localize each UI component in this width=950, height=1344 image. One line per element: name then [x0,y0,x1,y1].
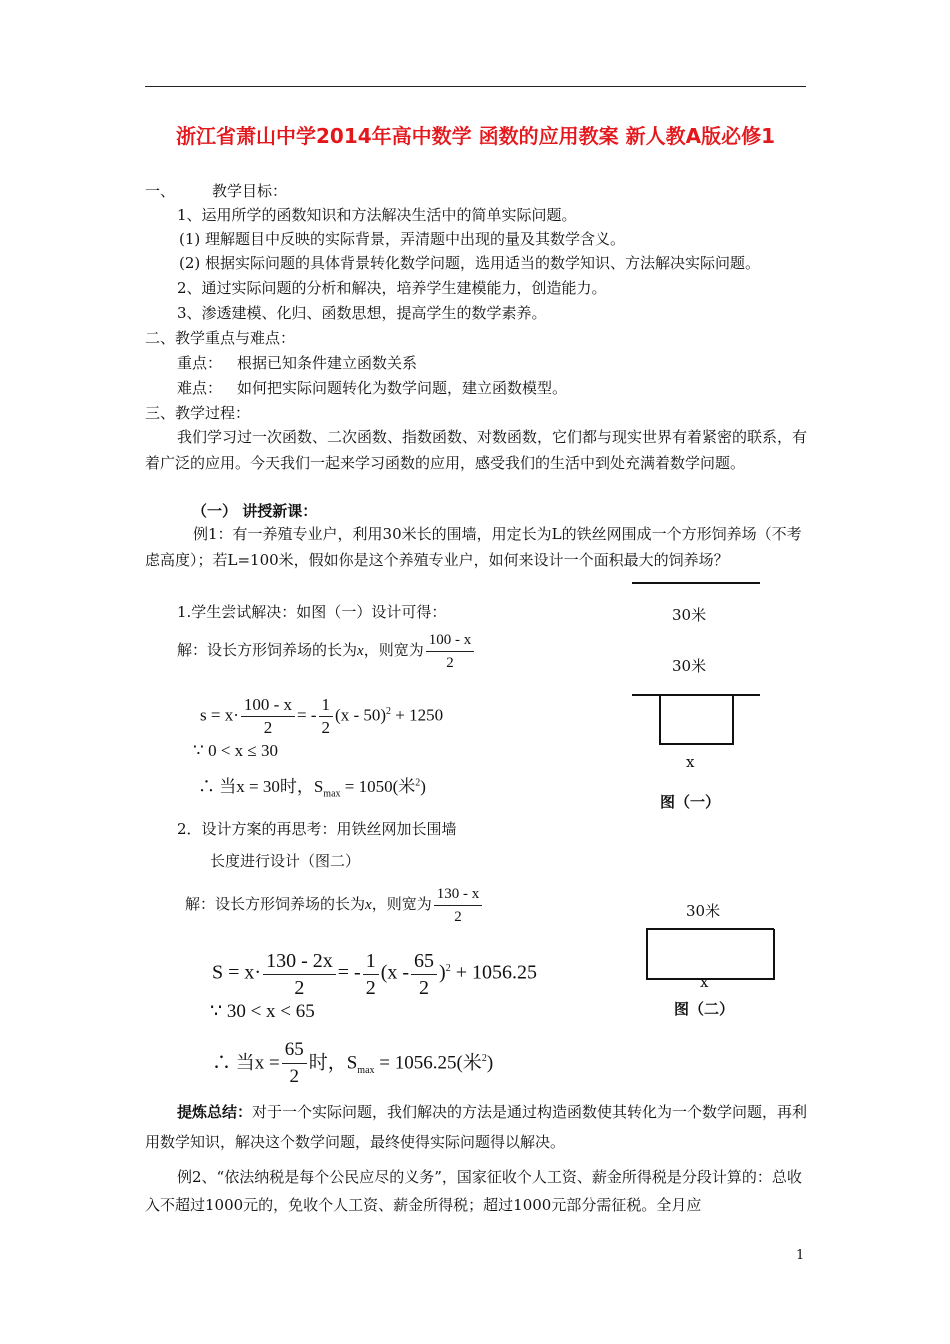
step2-text-continued: 长度进行设计（图二） [210,852,361,870]
objective-3: 3、渗透建模、化归、函数思想，提高学生的数学素养。 [177,304,547,322]
step2-text: 2．设计方案的再思考：用铁丝网加长围墙 [177,820,457,838]
condition-1: ∵ 0 < x ≤ 30 [193,741,278,760]
objective-2: 2、通过实际问题的分析和解决，培养学生建模能力，创造能力。 [177,279,607,297]
section2-heading: 二、教学重点与难点： [145,329,296,347]
area-equation-1: s = x· $\frac{100 - x}{2}$ = - $\frac{1}{2}$ (x - 50)$^2$ + 1250 [200,695,444,738]
solution1-line [177,626,476,675]
summary-paragraph [145,1097,809,1157]
section3-heading: 三、教学过程： [145,404,251,422]
objective-1: 1、运用所学的函数知识和方法解决生活中的简单实际问题。 [177,206,577,224]
fig2-right [773,929,775,979]
difficulty-text: 如何把实际问题转化为数学问题，建立函数模型。 [237,379,568,397]
header-rule [145,86,806,87]
fig1-fence-bottom [659,743,734,745]
fig1-x-label: x [686,753,695,771]
result-1: ∴ 当x = 30时，$S_{max} = 1050$(米$^2$) [198,777,426,800]
eq1-fraction: $\frac{100 - x}{2}$ [241,694,295,739]
solution2-mid: ，则宽为 [371,895,432,913]
fig1-caption: 图（一） [660,793,721,811]
step1-text: 1.学生尝试解决：如图（一）设计可得： [177,603,447,621]
area-equation-2: S = x· $\frac{130 - 2x}{2}$ = - $\frac{1}{2}$ (x - $\frac{65}{2}$ )$^2$ + 1056.25 [212,949,537,999]
section1-number: 一、 [145,182,176,200]
key-point-text: 根据已知条件建立函数关系 [237,354,418,372]
fig2-bottom [646,978,775,980]
page-number: 1 [796,1248,805,1263]
document-title: 浙江省萧山中学2014年高中数学 函数的应用教案 新人教A版必修1 [176,124,775,148]
fig1-wall-line [632,582,760,584]
fig1-wall-bottom [632,694,760,696]
fig2-left [646,929,648,979]
result-2: ∴ 当x = $\frac{65}{2}$ 时，$S_{max} = 1056.25$(米$^2$) [212,1039,494,1088]
summary-text: 对于一个实际问题，我们解决的方法是通过构造函数使其转化为一个数学问题，再利用数学知识，解决这个数学问题，最终使得实际问题得以解决。 [145,1103,808,1151]
fig2-wall-label: 30米 [686,902,721,920]
fig1-fence-left [659,696,661,744]
section3-intro: 我们学习过一次函数、二次函数、指数函数、对数函数，它们都与现实世界有着紧密的联系，有着广泛的应用。今天我们一起来学习函数的应用，感受我们的生活中到处充满着数学问题。 [145,428,808,472]
fig2-caption: 图（二） [674,1000,735,1018]
solution2-prefix: 解：设长方形饲养场的长为 [185,895,366,913]
subheading-new-lesson: （一） 讲授新课： [192,502,318,520]
difficulty-label: 难点： [177,379,223,397]
var-x: x [357,643,364,659]
fig1-fence-right [732,696,734,744]
solution1-mid: ，则宽为 [363,641,424,659]
solution1-prefix: 解：设长方形饲养场的长为 [177,641,358,659]
solution2-line: 解：设长方形饲养场的长为x，则宽为 $\frac{130 - x}{2}$ [185,880,484,929]
example2-text: 例2、“依法纳税是每个公民应尽的义务”，国家征收个人工资、薪金所得税是分段计算的：总收入不超过1000元的，免收个人工资、薪金所得税；超过1000元部分需征税。全月应 [145,1168,802,1214]
summary-label: 提炼总结： [177,1103,253,1121]
width-fraction: $\frac{100 - x}{2}$ [426,629,475,674]
example1-text: 例1：有一养殖专业户，利用30米长的围墙，用定长为L的铁丝网围成一个方形饲养场（不考虑高度）；若L=100米，假如你是这个养殖专业户，如何来设计一个面积最大的饲养场？ [145,525,802,569]
objective-1-1: (1) 理解题目中反映的实际背景，弄清题中出现的量及其数学含义。 [179,230,626,248]
width-fraction-2: $\frac{130 - x}{2}$ [434,883,483,928]
fig2-top [646,928,774,930]
objective-1-2: (2) 根据实际问题的具体背景转化数学问题，选用适当的数学知识、方法解决实际问题。 [179,254,761,272]
condition-2: ∵ 30 < x < 65 [210,1001,315,1022]
fig2-x-label: x [700,973,709,991]
fig1-wall-label-2: 30米 [672,657,707,675]
section1-heading: 教学目标： [212,182,288,200]
fig1-wall-label: 30米 [672,606,707,624]
key-point-label: 重点： [177,354,223,372]
eq1-half: $\frac{1}{2}$ [319,694,334,739]
